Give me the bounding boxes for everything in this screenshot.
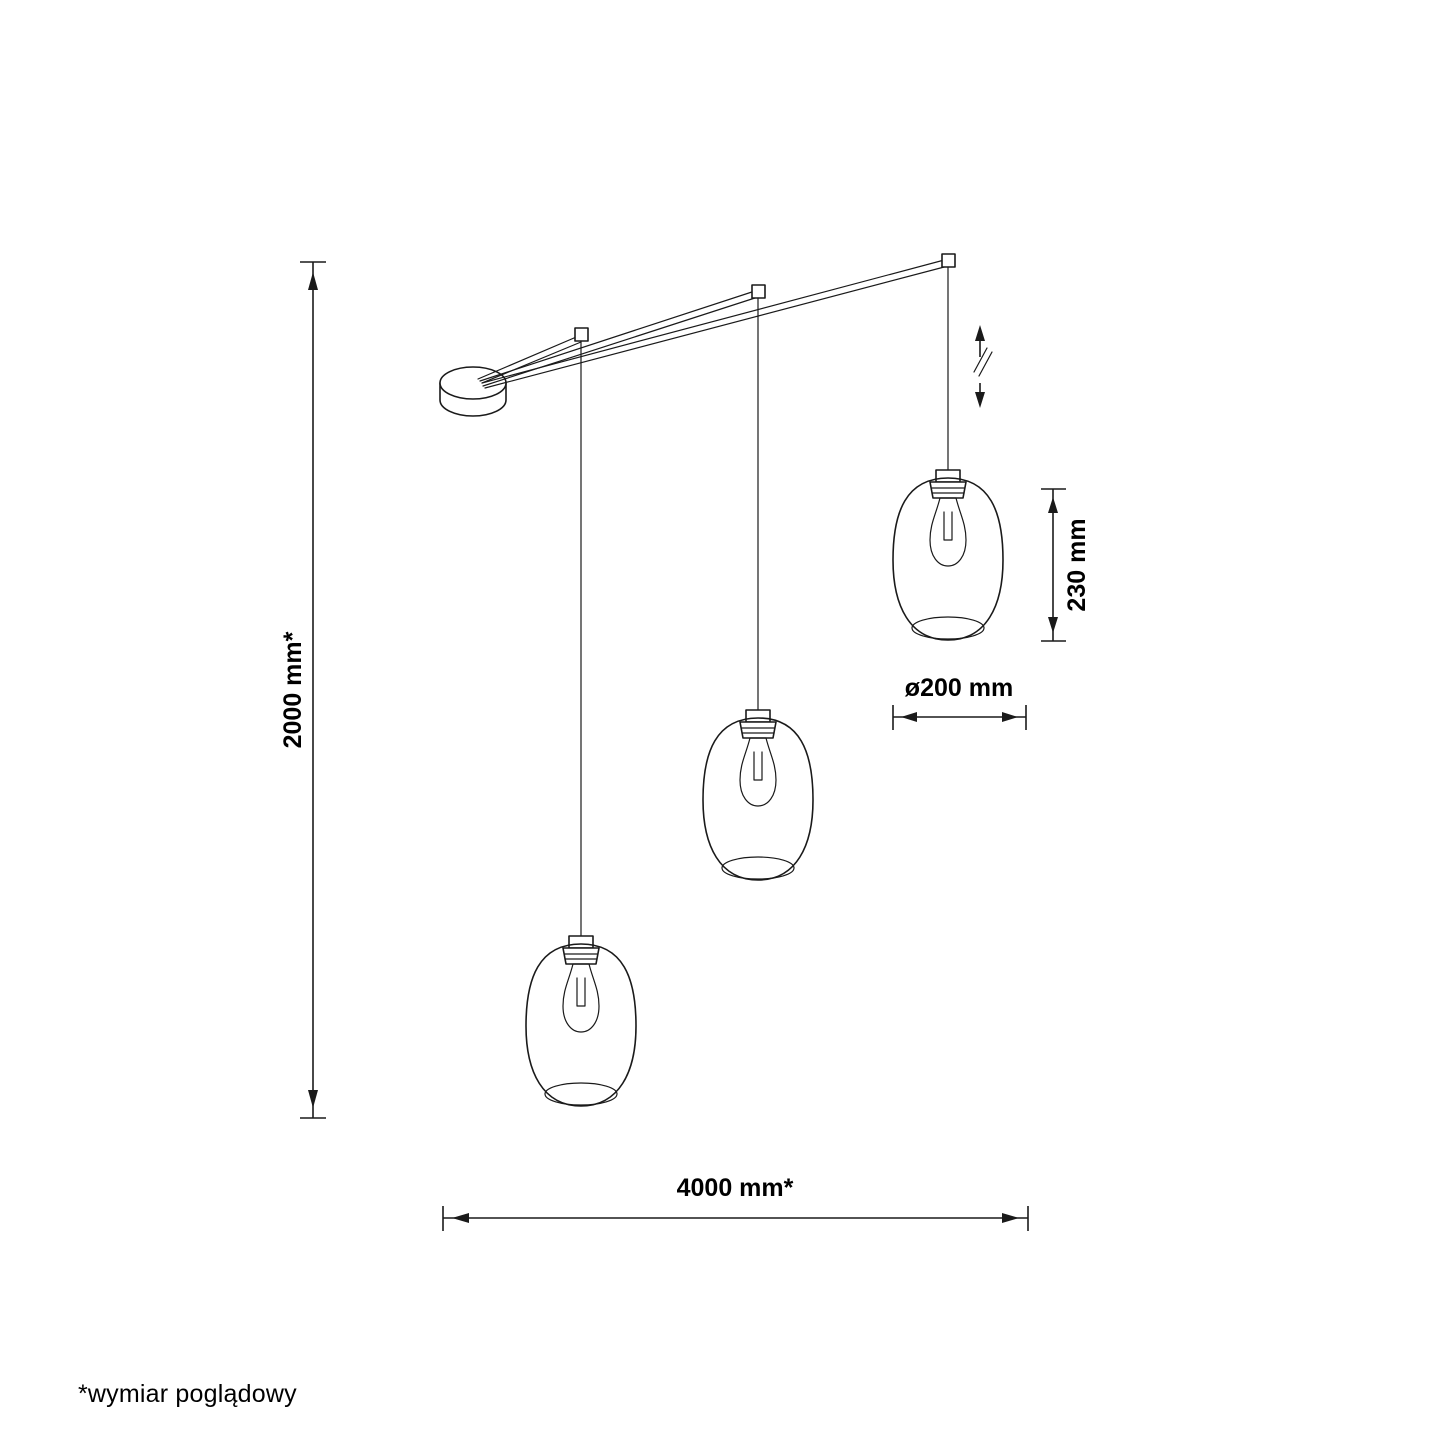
width-dimension-label: 4000 mm* (676, 1174, 794, 1202)
shade-middle (703, 710, 813, 880)
height-dimension-label: 2000 mm* (279, 631, 307, 749)
drop-cables (581, 267, 948, 944)
width-dimension (443, 1206, 1028, 1231)
shade-diameter-dimension-label: ø200 mm (904, 674, 1014, 702)
adjustable-height-symbol (974, 325, 992, 408)
ceiling-canopy (440, 367, 506, 416)
footnote-text: *wymiar poglądowy (78, 1380, 297, 1408)
shade-diameter-dimension (893, 705, 1026, 730)
shade-left (526, 936, 636, 1106)
shade-right (893, 470, 1003, 640)
shade-height-dimension-label: 230 mm (1063, 518, 1091, 612)
cable-mount-clips (575, 254, 955, 341)
suspension-cables (478, 259, 948, 388)
